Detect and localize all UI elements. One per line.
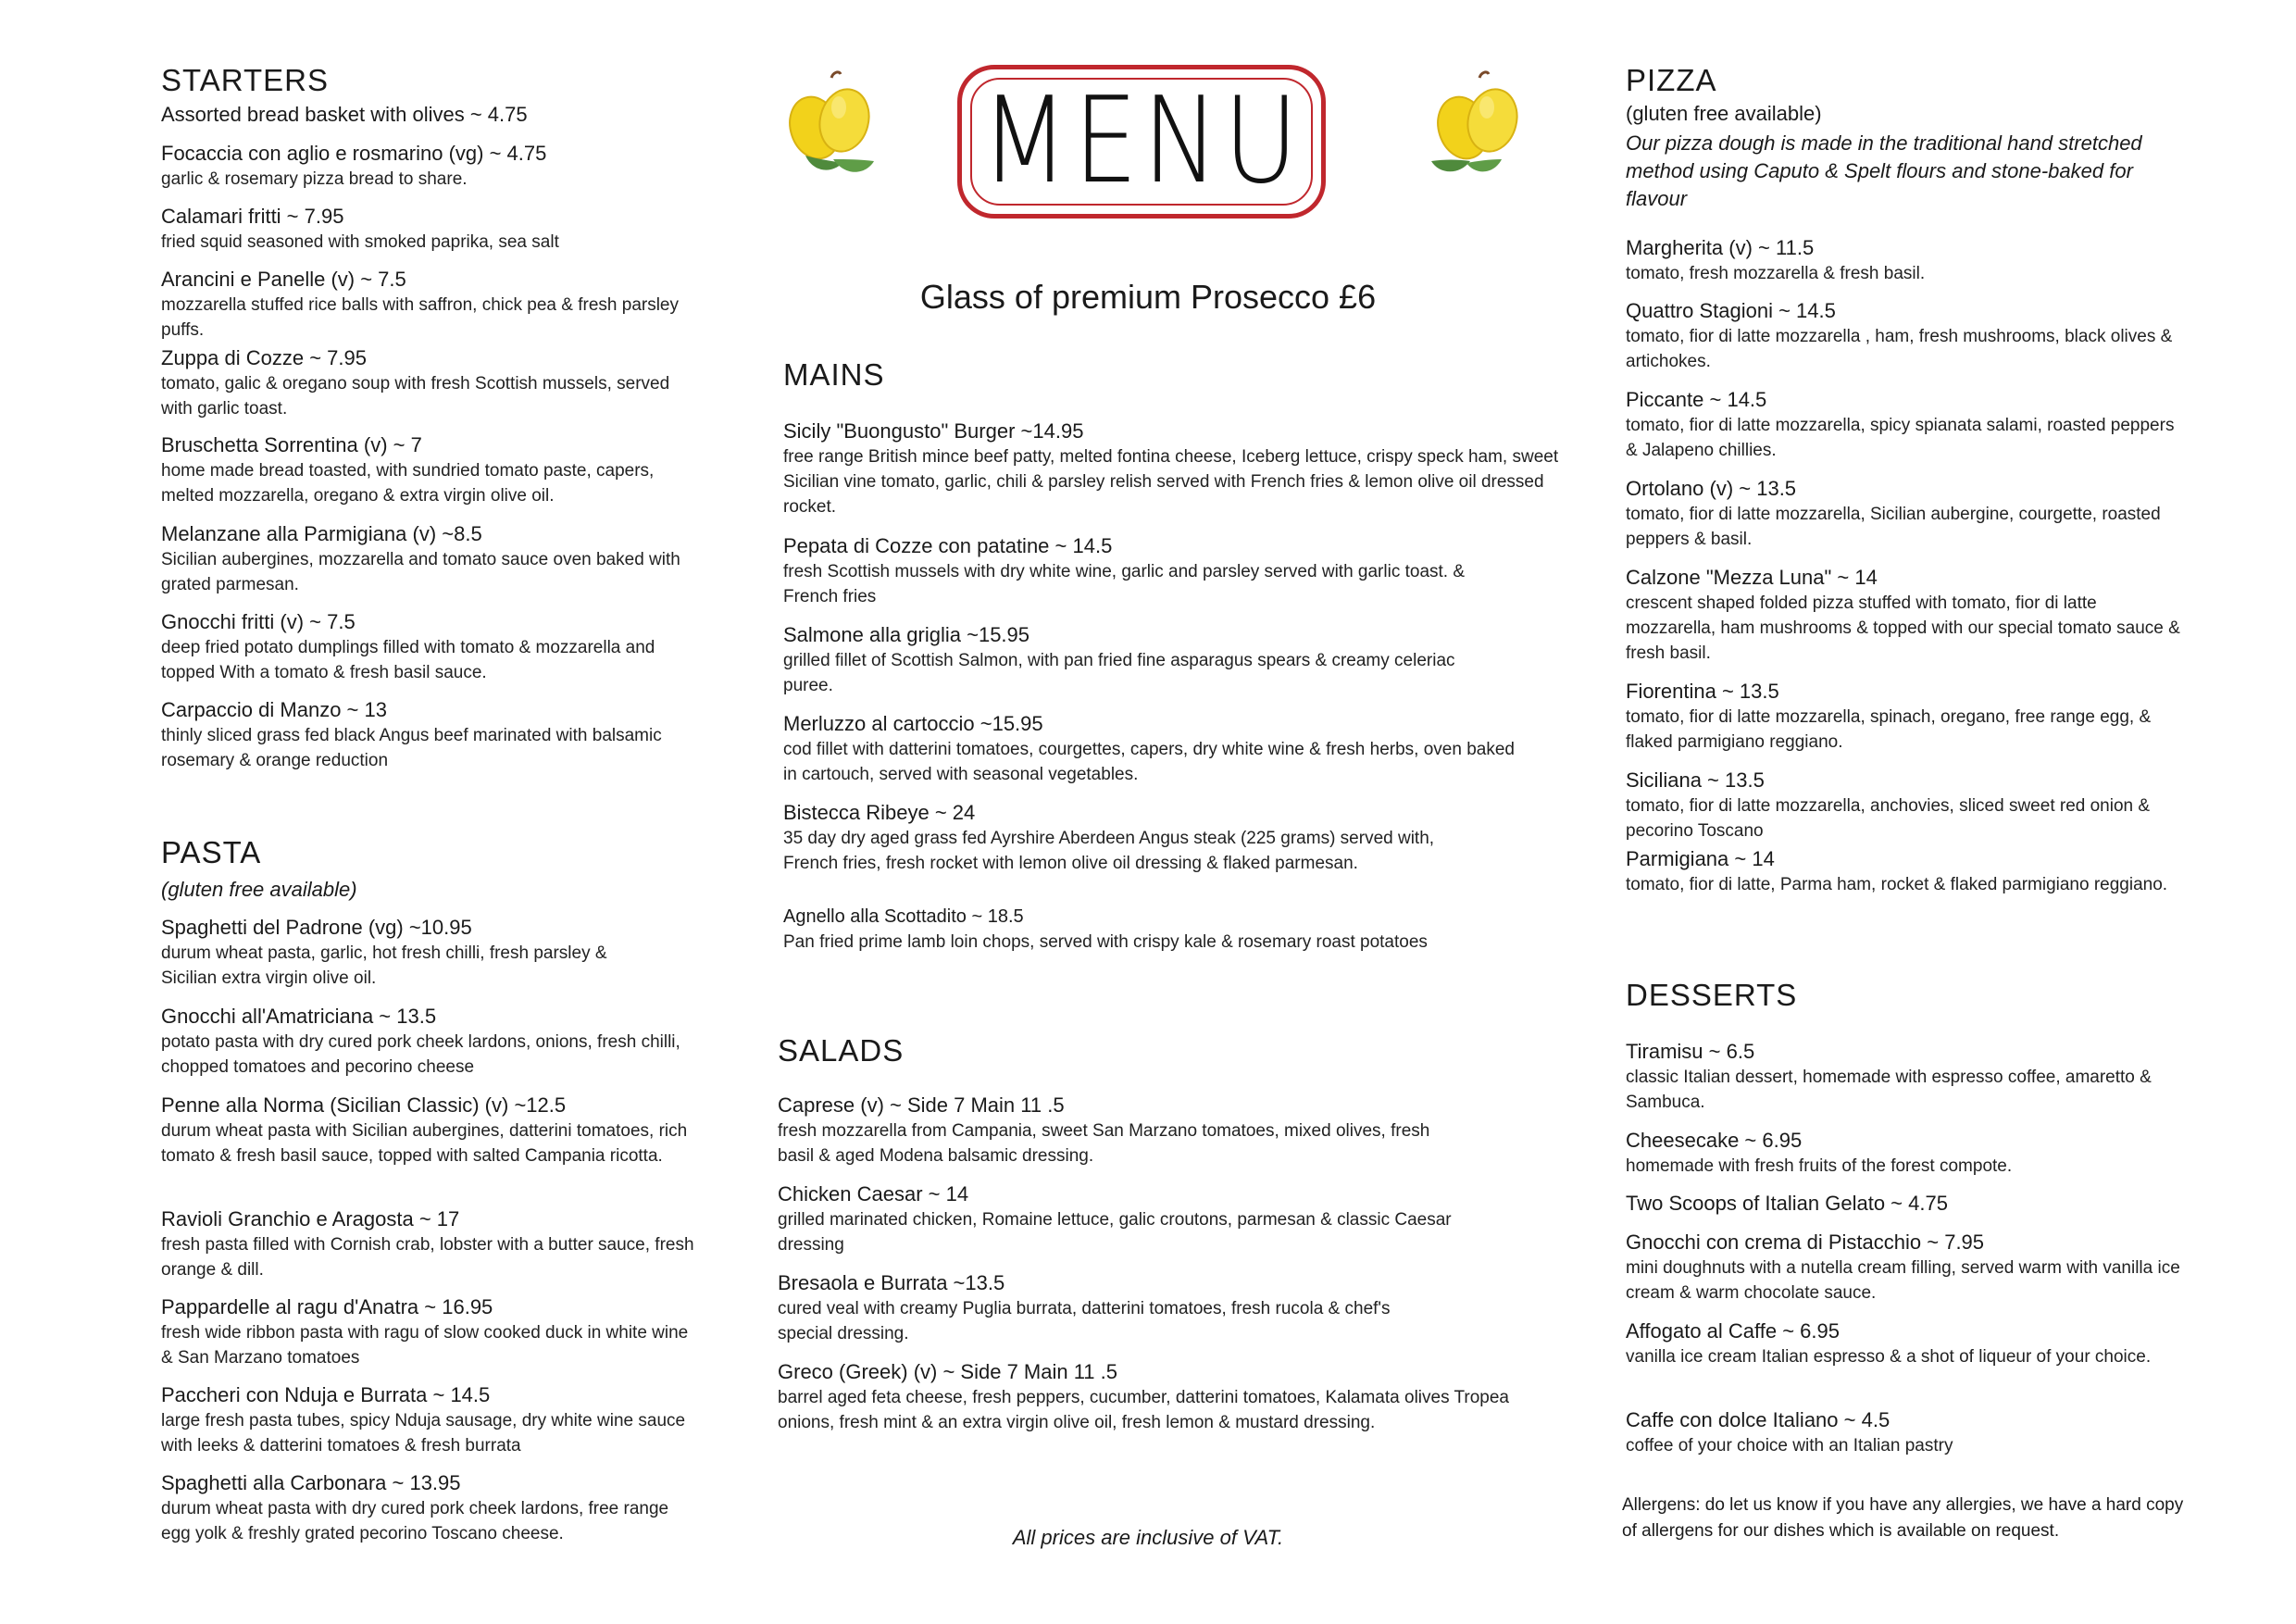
menu-item — [783, 533, 1561, 609]
item-desc: homemade with fresh fruits of the forest compote. — [1626, 1156, 2013, 1176]
item-desc: grilled marinated chicken, Romaine lettuce, galic croutons, parmesan & classic Caesar dressing — [778, 1210, 1452, 1255]
menu-item — [161, 432, 698, 508]
lemon-icon — [778, 70, 880, 181]
pizza-title: PIZZA — [1626, 63, 1717, 97]
item-name: Calzone "Mezza Luna" ~ 14 — [1626, 566, 1878, 589]
item-name: Chicken Caesar ~ 14 — [778, 1182, 969, 1206]
menu-item — [161, 267, 698, 343]
item-name: Carpaccio di Manzo ~ 13 — [161, 698, 387, 721]
item-name: Salmone alla griglia ~15.95 — [783, 623, 1030, 646]
item-desc: Sicilian aubergines, mozzarella and tomato sauce oven baked with grated parmesan. — [161, 550, 680, 594]
menu-item — [161, 141, 698, 192]
pizza-gluten-note: (gluten free available) — [1626, 102, 1822, 125]
item-name: Assorted bread basket with olives ~ 4.75 — [161, 103, 528, 126]
item-desc: fresh wide ribbon pasta with ragu of slow cooked duck in white wine & San Marzano tomatoes — [161, 1323, 689, 1368]
item-desc: tomato, fior di latte mozzarella, spinach, oregano, free range egg, & flaked parmigiano reggiano. — [1626, 707, 2152, 752]
menu-item — [1626, 1128, 2190, 1179]
starters-title: STARTERS — [161, 63, 329, 97]
item-desc: tomato, fior di latte mozzarella , ham, fresh mushrooms, black olives & artichokes. — [1626, 327, 2173, 371]
menu-item — [1626, 768, 2190, 843]
menu-item — [161, 521, 698, 597]
item-desc: tomato, fior di latte mozzarella, anchovies, sliced sweet red onion & pecorino Toscano — [1626, 796, 2151, 841]
item-name: Two Scoops of Italian Gelato ~ 4.75 — [1626, 1192, 1948, 1215]
menu-item — [161, 204, 698, 255]
item-desc: tomato, galic & oregano soup with fresh Scottish mussels, served with garlic toast. — [161, 374, 670, 418]
pasta-title: PASTA — [161, 835, 262, 869]
menu-item — [161, 697, 698, 773]
menu-item — [778, 1270, 1555, 1346]
pizza-intro: Our pizza dough is made in the traditional hand stretched method using Caputo & Spelt flours and stone-baked for flavour — [1626, 131, 2142, 210]
item-name: Focaccia con aglio e rosmarino (vg) ~ 4.75 — [161, 142, 547, 165]
item-desc: deep fried potato dumplings filled with tomato & mozzarella and topped With a tomato & fresh basil sauce. — [161, 638, 655, 682]
menu-item — [1626, 1407, 2190, 1458]
item-desc: grilled fillet of Scottish Salmon, with pan fried fine asparagus spears & creamy celeriac puree. — [783, 651, 1455, 695]
item-desc: fresh Scottish mussels with dry white wine, garlic and parsley served with garlic toast. & French fries — [783, 562, 1466, 606]
item-desc: tomato, fior di latte mozzarella, spicy spianata salami, roasted peppers & Jalapeno chillies. — [1626, 416, 2175, 460]
item-desc: 35 day dry aged grass fed Ayrshire Aberdeen Angus steak (225 grams) served with, French fries, fresh rocket with lemon olive oil dressing & flaked parmesan. — [783, 829, 1435, 873]
desserts-title: DESSERTS — [1626, 978, 1798, 1012]
item-desc: classic Italian dessert, homemade with espresso coffee, amaretto & Sambuca. — [1626, 1068, 2152, 1112]
menu-item — [161, 1093, 698, 1168]
item-desc: potato pasta with dry cured pork cheek lardons, onions, fresh chilli, chopped tomatoes and pecorino cheese — [161, 1032, 680, 1077]
item-name: Bistecca Ribeye ~ 24 — [783, 801, 976, 824]
menu-title: MENU — [980, 72, 1304, 210]
item-name: Gnocchi fritti (v) ~ 7.5 — [161, 610, 356, 633]
menu-item — [1626, 679, 2190, 755]
allergens-note: Allergens: do let us know if you have any allergies, we have a hard copy of allergens for our dishes which is available on request. — [1622, 1495, 2184, 1541]
item-desc: Pan fried prime lamb loin chops, served with crispy kale & rosemary roast potatoes — [783, 932, 1428, 952]
item-name: Bresaola e Burrata ~13.5 — [778, 1271, 1005, 1294]
mains-title: MAINS — [783, 357, 885, 392]
menu-item — [161, 345, 698, 421]
item-desc: tomato, fior di latte mozzarella, Sicilian aubergine, courgette, roasted peppers & basil. — [1626, 505, 2161, 549]
menu-item — [1626, 1191, 2190, 1217]
menu-item — [778, 1359, 1555, 1435]
item-name: Caprese (v) ~ Side 7 Main 11 .5 — [778, 1093, 1065, 1117]
item-name: Spaghetti alla Carbonara ~ 13.95 — [161, 1471, 461, 1494]
item-desc: mozzarella stuffed rice balls with saffron, chick pea & fresh parsley puffs. — [161, 295, 679, 340]
menu-item — [778, 1093, 1555, 1168]
salads-title: SALADS — [778, 1033, 905, 1068]
item-name: Ortolano (v) ~ 13.5 — [1626, 477, 1797, 500]
item-name: Bruschetta Sorrentina (v) ~ 7 — [161, 433, 422, 456]
item-desc: free range British mince beef patty, melted fontina cheese, Iceberg lettuce, crispy speck ham, sweet Sicilian vine tomato, garlic, chili & parsley relish served with French fries & lemon olive oil dressed rocket. — [783, 447, 1559, 517]
item-name: Gnocchi all'Amatriciana ~ 13.5 — [161, 1005, 437, 1028]
item-desc: tomato, fresh mozzarella & fresh basil. — [1626, 264, 1926, 283]
menu-item — [161, 1470, 698, 1546]
menu-item — [1626, 1039, 2190, 1115]
menu-item — [161, 915, 698, 991]
item-desc: tomato, fior di latte, Parma ham, rocket & flaked parmigiano reggiano. — [1626, 875, 2168, 894]
menu-item — [161, 102, 698, 128]
vat-note: All prices are inclusive of VAT. — [1012, 1526, 1284, 1549]
item-name: Cheesecake ~ 6.95 — [1626, 1129, 1803, 1152]
menu-title-frame — [957, 65, 1326, 219]
pasta-gluten-note: (gluten free available) — [161, 878, 357, 901]
item-desc: fried squid seasoned with smoked paprika, sea salt — [161, 232, 559, 252]
item-name: Margherita (v) ~ 11.5 — [1626, 236, 1815, 259]
item-desc: fresh mozzarella from Campania, sweet San Marzano tomatoes, mixed olives, fresh basil & aged Modena balsamic dressing. — [778, 1121, 1430, 1166]
menu-item — [161, 1382, 698, 1458]
item-name: Merluzzo al cartoccio ~15.95 — [783, 712, 1043, 735]
item-desc: barrel aged feta cheese, fresh peppers, cucumber, datterini tomatoes, Kalamata olives Tropea onions, fresh mint & an extra virgin olive oil, fresh lemon & mustard dressing. — [778, 1388, 1510, 1432]
item-desc: durum wheat pasta, garlic, hot fresh chilli, fresh parsley & Sicilian extra virgin olive oil. — [161, 943, 607, 988]
item-name: Pappardelle al ragu d'Anatra ~ 16.95 — [161, 1295, 493, 1318]
menu-item — [783, 418, 1561, 519]
item-name: Piccante ~ 14.5 — [1626, 388, 1767, 411]
item-desc: fresh pasta filled with Cornish crab, lobster with a butter sauce, fresh orange & dill. — [161, 1235, 694, 1280]
item-name: Zuppa di Cozze ~ 7.95 — [161, 346, 367, 369]
item-name: Gnocchi con crema di Pistacchio ~ 7.95 — [1626, 1230, 1985, 1254]
prosecco-offer: Glass of premium Prosecco £6 — [919, 278, 1377, 316]
menu-item — [783, 800, 1561, 876]
item-desc: coffee of your choice with an Italian pastry — [1626, 1436, 1953, 1455]
item-desc: durum wheat pasta with Sicilian aubergines, datterini tomatoes, rich tomato & fresh basil sauce, topped with salted Campania ricotta. — [161, 1121, 688, 1166]
item-name: Penne alla Norma (Sicilian Classic) (v) ~12.5 — [161, 1093, 567, 1117]
item-name: Ravioli Granchio e Aragosta ~ 17 — [161, 1207, 460, 1230]
item-desc: large fresh pasta tubes, spicy Nduja sausage, dry white wine sauce with leeks & datterini tomatoes & fresh burrata — [161, 1411, 686, 1455]
menu-item — [161, 1206, 698, 1282]
item-name: Quattro Stagioni ~ 14.5 — [1626, 299, 1836, 322]
item-desc: home made bread toasted, with sundried tomato paste, capers, melted mozzarella, oregano & extra virgin olive oil. — [161, 461, 655, 506]
menu-item — [1626, 1318, 2190, 1369]
item-desc: crescent shaped folded pizza stuffed with tomato, fior di latte mozzarella, ham mushrooms & topped with our special tomato sauce & fresh basil. — [1626, 593, 2180, 663]
menu-item — [783, 711, 1561, 787]
menu-item — [1626, 387, 2190, 463]
item-desc: vanilla ice cream Italian espresso & a shot of liqueur of your choice. — [1626, 1347, 2152, 1367]
item-name: Caffe con dolce Italiano ~ 4.5 — [1626, 1408, 1890, 1431]
item-desc: cod fillet with datterini tomatoes, courgettes, capers, dry white wine & fresh herbs, oven baked in cartouch, served with seasonal vegetables. — [783, 740, 1515, 784]
item-name: Spaghetti del Padrone (vg) ~10.95 — [161, 916, 472, 939]
item-name: Arancini e Panelle (v) ~ 7.5 — [161, 268, 406, 291]
menu-item — [1626, 476, 2190, 552]
menu-item — [1626, 1230, 2190, 1305]
item-name: Fiorentina ~ 13.5 — [1626, 680, 1779, 703]
menu-item — [1626, 846, 2190, 897]
menu-item — [1626, 565, 2190, 666]
item-desc: durum wheat pasta with dry cured pork cheek lardons, free range egg yolk & freshly grated pecorino Toscano cheese. — [161, 1499, 669, 1543]
item-name: Melanzane alla Parmigiana (v) ~8.5 — [161, 522, 482, 545]
item-desc: garlic & rosemary pizza bread to share. — [161, 169, 468, 189]
menu-item — [161, 1294, 698, 1370]
menu-item — [161, 609, 698, 685]
menu-item — [783, 904, 1561, 955]
menu-item — [778, 1181, 1555, 1257]
item-name: Agnello alla Scottadito ~ 18.5 — [783, 906, 1024, 927]
item-desc: mini doughnuts with a nutella cream filling, served warm with vanilla ice cream & warm chocolate sauce. — [1626, 1258, 2180, 1303]
item-name: Sicily "Buongusto" Burger ~14.95 — [783, 419, 1084, 443]
item-name: Greco (Greek) (v) ~ Side 7 Main 11 .5 — [778, 1360, 1118, 1383]
item-name: Paccheri con Nduja e Burrata ~ 14.5 — [161, 1383, 491, 1406]
item-name: Pepata di Cozze con patatine ~ 14.5 — [783, 534, 1113, 557]
menu-item — [1626, 298, 2190, 374]
item-desc: thinly sliced grass fed black Angus beef marinated with balsamic rosemary & orange reduction — [161, 726, 662, 770]
item-name: Affogato al Caffe ~ 6.95 — [1626, 1319, 1840, 1343]
menu-item — [161, 1004, 698, 1080]
item-name: Tiramisu ~ 6.5 — [1626, 1040, 1755, 1063]
item-name: Parmigiana ~ 14 — [1626, 847, 1775, 870]
item-name: Siciliana ~ 13.5 — [1626, 768, 1765, 792]
lemon-icon — [1426, 70, 1528, 181]
item-name: Calamari fritti ~ 7.95 — [161, 205, 344, 228]
menu-item — [1626, 235, 2190, 286]
menu-item — [783, 622, 1561, 698]
item-desc: cured veal with creamy Puglia burrata, datterini tomatoes, fresh rucola & chef's special dressing. — [778, 1299, 1391, 1343]
